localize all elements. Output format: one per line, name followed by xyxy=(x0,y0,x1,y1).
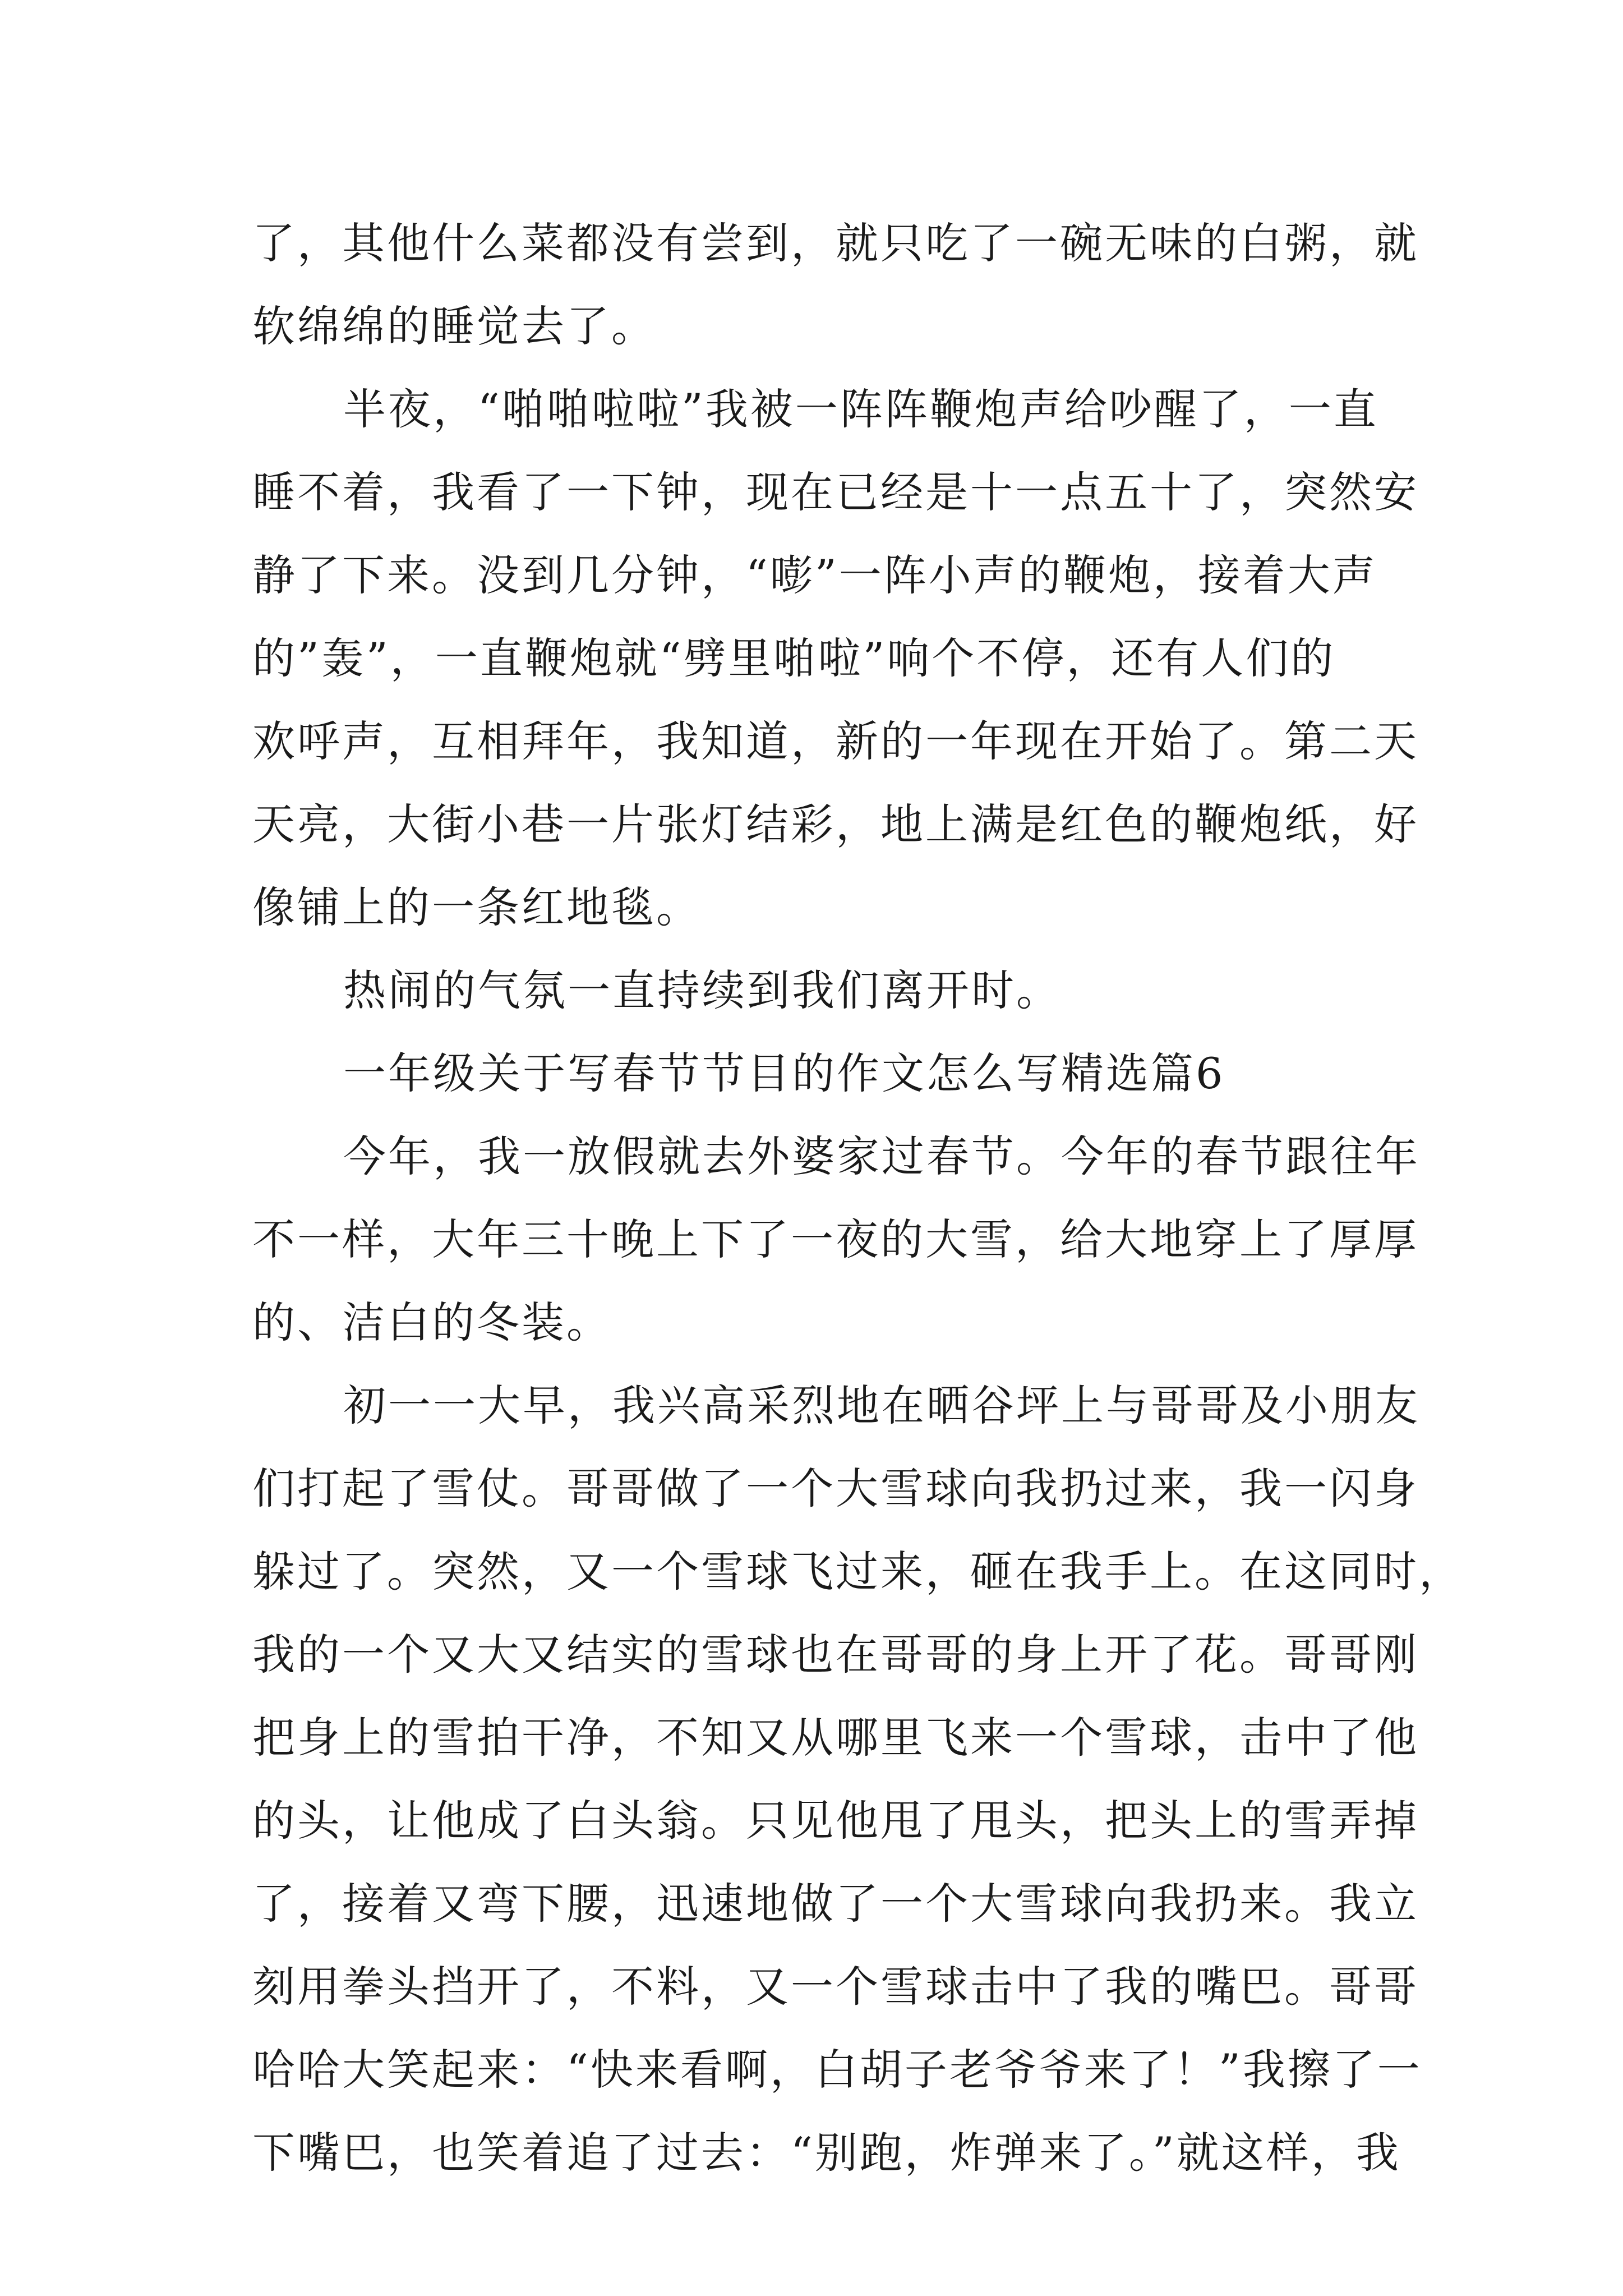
paragraph xyxy=(252,949,1391,1032)
text-line: 了，其他什么菜都没有尝到，就只吃了一碗无味的白粥，就 xyxy=(252,218,1419,268)
text-line: 哈哈大笑起来：“快来看啊，白胡子老爷爷来了！”我擦了一 xyxy=(252,2045,1422,2095)
essay-body xyxy=(252,202,1464,2194)
text-line: 的头，让他成了白头翁。只见他甩了甩头，把头上的雪弄掉 xyxy=(252,1796,1419,1846)
paragraph xyxy=(252,1364,1464,2194)
text-line: 们打起了雪仗。哥哥做了一个大雪球向我扔过来，我一闪身 xyxy=(252,1464,1419,1513)
text-line: 天亮，大街小巷一片张灯结彩，地上满是红色的鞭炮纸，好 xyxy=(252,799,1419,849)
text-line: 静了下来。没到几分钟，“嘭”一阵小声的鞭炮，接着大声 xyxy=(252,550,1377,600)
section-heading xyxy=(252,1032,1391,1115)
text-line: 的、洁白的冬装。 xyxy=(252,1297,611,1347)
paragraph xyxy=(252,202,1419,368)
paragraph xyxy=(252,1115,1420,1364)
text-line: 热闹的气氛一直持续到我们离开时。 xyxy=(343,965,1061,1015)
text-line: 半夜，“啪啪啦啦”我被一阵阵鞭炮声给吵醒了，一直 xyxy=(343,384,1378,434)
text-line: 软绵绵的睡觉去了。 xyxy=(252,301,656,351)
text-line: 下嘴巴，也笑着追了过去：“别跑，炸弹来了。”就这样，我 xyxy=(252,2128,1401,2178)
text-line: 躲过了。突然，又一个雪球飞过来，砸在我手上。在这同时， xyxy=(252,1547,1464,1596)
paragraph xyxy=(252,368,1419,949)
text-line: 不一样，大年三十晚上下了一夜的大雪，给大地穿上了厚厚 xyxy=(252,1214,1419,1264)
text-line: 刻用拳头挡开了，不料，又一个雪球击中了我的嘴巴。哥哥 xyxy=(252,1962,1419,2012)
text-line: 今年，我一放假就去外婆家过春节。今年的春节跟往年 xyxy=(343,1131,1420,1181)
text-line: 我的一个又大又结实的雪球也在哥哥的身上开了花。哥哥刚 xyxy=(252,1630,1419,1680)
text-line: 睡不着，我看了一下钟，现在已经是十一点五十了，突然安 xyxy=(252,467,1419,517)
text-line: 了，接着又弯下腰，迅速地做了一个大雪球向我扔来。我立 xyxy=(252,1879,1419,1929)
heading-line: 一年级关于写春节节目的作文怎么写精选篇6 xyxy=(343,1048,1225,1098)
text-line: 的”轰”，一直鞭炮就“劈里啪啦”响个不停，还有人们的 xyxy=(252,633,1336,683)
text-line: 欢呼声，互相拜年，我知道，新的一年现在开始了。第二天 xyxy=(252,716,1419,766)
text-line: 把身上的雪拍干净，不知又从哪里飞来一个雪球，击中了他 xyxy=(252,1713,1419,1763)
text-line: 初一一大早，我兴高采烈地在晒谷坪上与哥哥及小朋友 xyxy=(343,1381,1420,1430)
text-line: 像铺上的一条红地毯。 xyxy=(252,882,701,932)
